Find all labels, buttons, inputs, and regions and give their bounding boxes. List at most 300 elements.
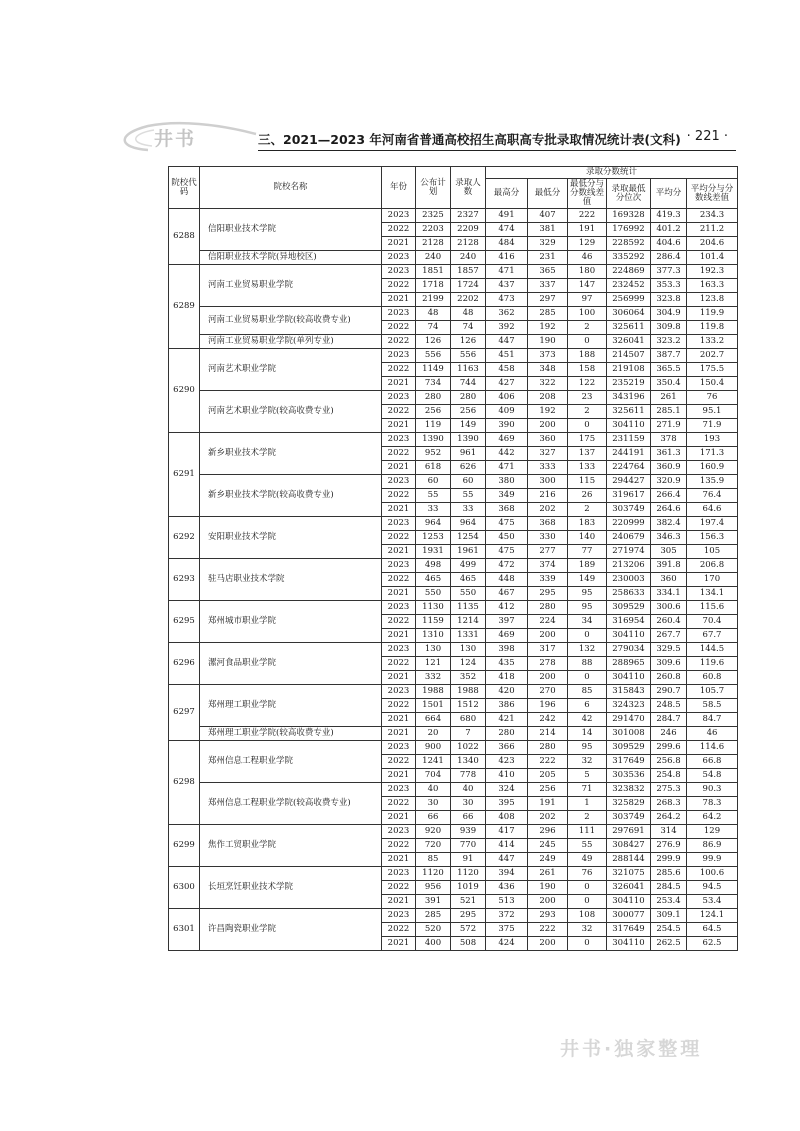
cell-avg-score: 401.2 [651, 223, 687, 237]
cell-min-rank: 232452 [607, 279, 651, 293]
cell-year: 2021 [382, 461, 416, 475]
cell-admitted: 66 [451, 811, 486, 825]
cell-plan: 332 [416, 671, 451, 685]
cell-avg-diff: 105.7 [687, 685, 738, 699]
cell-code: 6297 [169, 685, 200, 741]
brand-logo: 井书 [154, 128, 197, 150]
cell-code: 6288 [169, 209, 200, 265]
cell-admitted: 2202 [451, 293, 486, 307]
cell-admitted: 60 [451, 475, 486, 489]
cell-min-rank: 304110 [607, 671, 651, 685]
cell-max-score: 412 [486, 601, 528, 615]
cell-avg-score: 361.3 [651, 447, 687, 461]
cell-max-score: 386 [486, 699, 528, 713]
cell-max-score: 362 [486, 307, 528, 321]
cell-name: 河南工业贸易职业学院(单列专业) [200, 335, 382, 349]
cell-code: 6290 [169, 349, 200, 433]
cell-min-score: 216 [528, 489, 568, 503]
cell-min-score: 381 [528, 223, 568, 237]
cell-min-score: 202 [528, 811, 568, 825]
cell-admitted: 508 [451, 937, 486, 951]
cell-min-rank: 220999 [607, 517, 651, 531]
cell-avg-diff: 60.8 [687, 671, 738, 685]
cell-admitted: 352 [451, 671, 486, 685]
cell-min-score: 196 [528, 699, 568, 713]
cell-min-rank: 326041 [607, 881, 651, 895]
cell-min-diff: 76 [568, 867, 607, 881]
cell-min-diff: 175 [568, 433, 607, 447]
cell-min-rank: 321075 [607, 867, 651, 881]
header-avg-diff: 平均分与分数线差值 [687, 179, 738, 209]
cell-plan: 1718 [416, 279, 451, 293]
table-row [169, 559, 738, 573]
cell-year: 2022 [382, 489, 416, 503]
cell-min-rank: 316954 [607, 615, 651, 629]
cell-avg-score: 284.5 [651, 881, 687, 895]
cell-plan: 956 [416, 881, 451, 895]
cell-avg-diff: 123.8 [687, 293, 738, 307]
cell-min-diff: 0 [568, 671, 607, 685]
table-row [169, 741, 738, 755]
cell-year: 2021 [382, 853, 416, 867]
cell-admitted: 1724 [451, 279, 486, 293]
cell-min-rank: 258633 [607, 587, 651, 601]
cell-year: 2021 [382, 811, 416, 825]
cell-admitted: 130 [451, 643, 486, 657]
cell-admitted: 1340 [451, 755, 486, 769]
cell-plan: 1310 [416, 629, 451, 643]
cell-plan: 280 [416, 391, 451, 405]
cell-year: 2023 [382, 475, 416, 489]
cell-max-score: 416 [486, 251, 528, 265]
cell-min-score: 365 [528, 265, 568, 279]
cell-min-diff: 100 [568, 307, 607, 321]
cell-avg-diff: 193 [687, 433, 738, 447]
cell-max-score: 395 [486, 797, 528, 811]
cell-admitted: 40 [451, 783, 486, 797]
cell-min-score: 202 [528, 503, 568, 517]
table-row [169, 251, 738, 265]
cell-min-rank: 317649 [607, 755, 651, 769]
cell-admitted: 256 [451, 405, 486, 419]
cell-min-rank: 230003 [607, 573, 651, 587]
cell-max-score: 349 [486, 489, 528, 503]
cell-max-score: 324 [486, 783, 528, 797]
cell-min-rank: 304110 [607, 419, 651, 433]
cell-min-diff: 111 [568, 825, 607, 839]
cell-min-score: 277 [528, 545, 568, 559]
cell-admitted: 1988 [451, 685, 486, 699]
table-row [169, 825, 738, 839]
cell-year: 2023 [382, 251, 416, 265]
cell-min-rank: 228592 [607, 237, 651, 251]
cell-code: 6289 [169, 265, 200, 349]
cell-year: 2022 [382, 699, 416, 713]
cell-avg-diff: 160.9 [687, 461, 738, 475]
cell-avg-score: 262.5 [651, 937, 687, 951]
cell-plan: 964 [416, 517, 451, 531]
cell-year: 2022 [382, 531, 416, 545]
cell-plan: 30 [416, 797, 451, 811]
cell-admitted: 30 [451, 797, 486, 811]
cell-min-diff: 115 [568, 475, 607, 489]
cell-max-score: 475 [486, 517, 528, 531]
cell-admitted: 2209 [451, 223, 486, 237]
cell-admitted: 91 [451, 853, 486, 867]
cell-plan: 720 [416, 839, 451, 853]
cell-min-diff: 108 [568, 909, 607, 923]
cell-min-rank: 343196 [607, 391, 651, 405]
cell-avg-score: 378 [651, 433, 687, 447]
cell-plan: 900 [416, 741, 451, 755]
cell-admitted: 1022 [451, 741, 486, 755]
cell-min-rank: 303536 [607, 769, 651, 783]
cell-avg-score: 346.3 [651, 531, 687, 545]
cell-code: 6295 [169, 601, 200, 643]
cell-avg-score: 260.4 [651, 615, 687, 629]
cell-min-rank: 324323 [607, 699, 651, 713]
table-row [169, 209, 738, 223]
cell-admitted: 744 [451, 377, 486, 391]
cell-max-score: 394 [486, 867, 528, 881]
cell-avg-score: 377.3 [651, 265, 687, 279]
cell-admitted: 2128 [451, 237, 486, 251]
cell-min-rank: 304110 [607, 629, 651, 643]
cell-plan: 121 [416, 657, 451, 671]
cell-max-score: 427 [486, 377, 528, 391]
cell-name: 漯河食品职业学院 [200, 643, 382, 685]
cell-plan: 48 [416, 307, 451, 321]
cell-min-diff: 2 [568, 811, 607, 825]
cell-plan: 256 [416, 405, 451, 419]
cell-min-score: 208 [528, 391, 568, 405]
cell-name: 河南艺术职业学院 [200, 349, 382, 391]
cell-min-diff: 95 [568, 741, 607, 755]
cell-avg-diff: 105 [687, 545, 738, 559]
cell-year: 2023 [382, 685, 416, 699]
cell-min-diff: 122 [568, 377, 607, 391]
cell-admitted: 280 [451, 391, 486, 405]
cell-year: 2023 [382, 433, 416, 447]
cell-max-score: 418 [486, 671, 528, 685]
cell-min-score: 270 [528, 685, 568, 699]
cell-min-diff: 6 [568, 699, 607, 713]
cell-year: 2023 [382, 517, 416, 531]
cell-min-diff: 0 [568, 419, 607, 433]
cell-year: 2021 [382, 545, 416, 559]
cell-max-score: 472 [486, 559, 528, 573]
cell-avg-diff: 86.9 [687, 839, 738, 853]
cell-avg-score: 365.5 [651, 363, 687, 377]
cell-min-score: 317 [528, 643, 568, 657]
cell-admitted: 1254 [451, 531, 486, 545]
cell-plan: 1130 [416, 601, 451, 615]
cell-avg-score: 276.9 [651, 839, 687, 853]
cell-min-diff: 23 [568, 391, 607, 405]
cell-plan: 1501 [416, 699, 451, 713]
cell-avg-diff: 76 [687, 391, 738, 405]
cell-min-diff: 222 [568, 209, 607, 223]
cell-max-score: 442 [486, 447, 528, 461]
cell-plan: 2128 [416, 237, 451, 251]
cell-admitted: 240 [451, 251, 486, 265]
cell-min-score: 322 [528, 377, 568, 391]
table-row [169, 307, 738, 321]
cell-avg-diff: 114.6 [687, 741, 738, 755]
cell-plan: 1120 [416, 867, 451, 881]
cell-avg-score: 264.2 [651, 811, 687, 825]
cell-code: 6292 [169, 517, 200, 559]
cell-plan: 40 [416, 783, 451, 797]
cell-year: 2022 [382, 405, 416, 419]
cell-avg-score: 275.3 [651, 783, 687, 797]
cell-max-score: 436 [486, 881, 528, 895]
cell-avg-score: 285.6 [651, 867, 687, 881]
cell-min-score: 256 [528, 783, 568, 797]
cell-avg-diff: 197.4 [687, 517, 738, 531]
cell-min-diff: 2 [568, 503, 607, 517]
cell-admitted: 770 [451, 839, 486, 853]
cell-avg-diff: 94.5 [687, 881, 738, 895]
cell-min-diff: 133 [568, 461, 607, 475]
cell-avg-diff: 99.9 [687, 853, 738, 867]
cell-plan: 2199 [416, 293, 451, 307]
cell-min-score: 200 [528, 629, 568, 643]
header-min-rank: 录取最低分位次 [607, 179, 651, 209]
cell-min-rank: 231159 [607, 433, 651, 447]
header-min-diff: 最低分与分数线差值 [568, 179, 607, 209]
cell-year: 2023 [382, 265, 416, 279]
cell-year: 2021 [382, 587, 416, 601]
cell-avg-diff: 90.3 [687, 783, 738, 797]
cell-year: 2021 [382, 671, 416, 685]
cell-avg-diff: 53.4 [687, 895, 738, 909]
cell-plan: 130 [416, 643, 451, 657]
cell-year: 2021 [382, 713, 416, 727]
cell-plan: 66 [416, 811, 451, 825]
cell-year: 2023 [382, 783, 416, 797]
cell-name: 郑州城市职业学院 [200, 601, 382, 643]
cell-max-score: 409 [486, 405, 528, 419]
cell-avg-score: 253.4 [651, 895, 687, 909]
cell-avg-score: 334.1 [651, 587, 687, 601]
header-avg: 平均分 [651, 179, 687, 209]
table-row [169, 685, 738, 699]
table-row [169, 727, 738, 741]
header-admitted: 录取人数 [451, 167, 486, 209]
cell-max-score: 469 [486, 433, 528, 447]
cell-name: 驻马店职业技术学院 [200, 559, 382, 601]
cell-min-score: 192 [528, 405, 568, 419]
cell-min-diff: 158 [568, 363, 607, 377]
cell-year: 2023 [382, 559, 416, 573]
cell-min-diff: 1 [568, 797, 607, 811]
cell-min-score: 191 [528, 797, 568, 811]
cell-year: 2022 [382, 363, 416, 377]
cell-avg-diff: 170 [687, 573, 738, 587]
cell-year: 2021 [382, 377, 416, 391]
cell-year: 2021 [382, 419, 416, 433]
cell-avg-diff: 134.1 [687, 587, 738, 601]
cell-avg-score: 329.5 [651, 643, 687, 657]
cell-min-rank: 325829 [607, 797, 651, 811]
header-plan: 公布计划 [416, 167, 451, 209]
cell-admitted: 1331 [451, 629, 486, 643]
cell-plan: 498 [416, 559, 451, 573]
cell-avg-score: 320.9 [651, 475, 687, 489]
cell-code: 6293 [169, 559, 200, 601]
cell-plan: 1988 [416, 685, 451, 699]
cell-avg-diff: 58.5 [687, 699, 738, 713]
cell-avg-score: 268.3 [651, 797, 687, 811]
cell-max-score: 469 [486, 629, 528, 643]
cell-avg-diff: 100.6 [687, 867, 738, 881]
cell-avg-diff: 135.9 [687, 475, 738, 489]
cell-min-score: 300 [528, 475, 568, 489]
cell-max-score: 471 [486, 265, 528, 279]
cell-min-score: 190 [528, 335, 568, 349]
cell-avg-diff: 66.8 [687, 755, 738, 769]
cell-min-diff: 14 [568, 727, 607, 741]
cell-min-rank: 323832 [607, 783, 651, 797]
cell-admitted: 572 [451, 923, 486, 937]
table-row [169, 475, 738, 489]
cell-name: 河南工业贸易职业学院 [200, 265, 382, 307]
cell-year: 2022 [382, 573, 416, 587]
cell-plan: 1159 [416, 615, 451, 629]
cell-min-diff: 147 [568, 279, 607, 293]
cell-admitted: 939 [451, 825, 486, 839]
cell-plan: 74 [416, 321, 451, 335]
cell-year: 2022 [382, 615, 416, 629]
cell-min-diff: 71 [568, 783, 607, 797]
cell-min-score: 200 [528, 671, 568, 685]
cell-name: 郑州理工职业学院 [200, 685, 382, 727]
cell-year: 2022 [382, 447, 416, 461]
cell-avg-score: 323.8 [651, 293, 687, 307]
cell-max-score: 491 [486, 209, 528, 223]
cell-min-score: 280 [528, 601, 568, 615]
cell-year: 2021 [382, 629, 416, 643]
cell-avg-diff: 133.2 [687, 335, 738, 349]
cell-plan: 1390 [416, 433, 451, 447]
cell-plan: 1851 [416, 265, 451, 279]
cell-max-score: 435 [486, 657, 528, 671]
cell-code: 6298 [169, 741, 200, 825]
cell-max-score: 437 [486, 279, 528, 293]
cell-plan: 119 [416, 419, 451, 433]
header-min: 最低分 [528, 179, 568, 209]
cell-min-score: 222 [528, 923, 568, 937]
cell-avg-diff: 67.7 [687, 629, 738, 643]
cell-admitted: 74 [451, 321, 486, 335]
cell-min-rank: 325611 [607, 405, 651, 419]
cell-avg-score: 284.7 [651, 713, 687, 727]
cell-avg-score: 323.2 [651, 335, 687, 349]
cell-max-score: 473 [486, 293, 528, 307]
cell-avg-score: 360 [651, 573, 687, 587]
page-number: · 221 · [686, 129, 728, 144]
cell-avg-diff: 204.6 [687, 237, 738, 251]
cell-plan: 520 [416, 923, 451, 937]
cell-min-score: 373 [528, 349, 568, 363]
cell-min-rank: 213206 [607, 559, 651, 573]
cell-avg-diff: 78.3 [687, 797, 738, 811]
cell-avg-score: 299.6 [651, 741, 687, 755]
cell-avg-score: 248.5 [651, 699, 687, 713]
cell-min-score: 214 [528, 727, 568, 741]
cell-min-diff: 0 [568, 629, 607, 643]
cell-min-diff: 5 [568, 769, 607, 783]
admission-table-container [168, 166, 737, 951]
cell-min-diff: 46 [568, 251, 607, 265]
cell-min-rank: 235219 [607, 377, 651, 391]
cell-name: 河南艺术职业学院(较高收费专业) [200, 391, 382, 433]
cell-min-rank: 219108 [607, 363, 651, 377]
cell-max-score: 408 [486, 811, 528, 825]
cell-avg-score: 271.9 [651, 419, 687, 433]
cell-min-diff: 189 [568, 559, 607, 573]
cell-min-score: 333 [528, 461, 568, 475]
table-row [169, 433, 738, 447]
cell-plan: 734 [416, 377, 451, 391]
cell-min-diff: 32 [568, 923, 607, 937]
cell-avg-diff: 115.6 [687, 601, 738, 615]
table-row [169, 265, 738, 279]
cell-year: 2022 [382, 657, 416, 671]
cell-max-score: 375 [486, 923, 528, 937]
cell-admitted: 124 [451, 657, 486, 671]
cell-max-score: 280 [486, 727, 528, 741]
cell-avg-diff: 119.9 [687, 307, 738, 321]
cell-year: 2021 [382, 293, 416, 307]
footer-watermark: 井书·独家整理 [560, 1038, 703, 1060]
cell-year: 2022 [382, 881, 416, 895]
cell-admitted: 778 [451, 769, 486, 783]
header-code: 院校代码 [169, 167, 200, 209]
cell-min-score: 339 [528, 573, 568, 587]
cell-min-rank: 271974 [607, 545, 651, 559]
cell-name: 焦作工贸职业学院 [200, 825, 382, 867]
cell-avg-score: 404.6 [651, 237, 687, 251]
cell-year: 2022 [382, 797, 416, 811]
cell-min-score: 327 [528, 447, 568, 461]
cell-year: 2021 [382, 503, 416, 517]
cell-min-rank: 303749 [607, 503, 651, 517]
cell-min-rank: 279034 [607, 643, 651, 657]
cell-min-score: 200 [528, 419, 568, 433]
cell-admitted: 465 [451, 573, 486, 587]
cell-max-score: 447 [486, 853, 528, 867]
cell-avg-diff: 64.6 [687, 503, 738, 517]
cell-admitted: 1390 [451, 433, 486, 447]
cell-avg-diff: 192.3 [687, 265, 738, 279]
cell-max-score: 484 [486, 237, 528, 251]
cell-min-diff: 32 [568, 755, 607, 769]
cell-plan: 1241 [416, 755, 451, 769]
cell-name: 郑州信息工程职业学院(较高收费专业) [200, 783, 382, 825]
cell-year: 2023 [382, 643, 416, 657]
cell-min-score: 280 [528, 741, 568, 755]
cell-name: 郑州理工职业学院(较高收费专业) [200, 727, 382, 741]
cell-min-rank: 308427 [607, 839, 651, 853]
cell-min-score: 231 [528, 251, 568, 265]
cell-min-diff: 95 [568, 587, 607, 601]
cell-min-score: 205 [528, 769, 568, 783]
cell-avg-diff: 234.3 [687, 209, 738, 223]
cell-avg-score: 267.7 [651, 629, 687, 643]
cell-max-score: 474 [486, 223, 528, 237]
